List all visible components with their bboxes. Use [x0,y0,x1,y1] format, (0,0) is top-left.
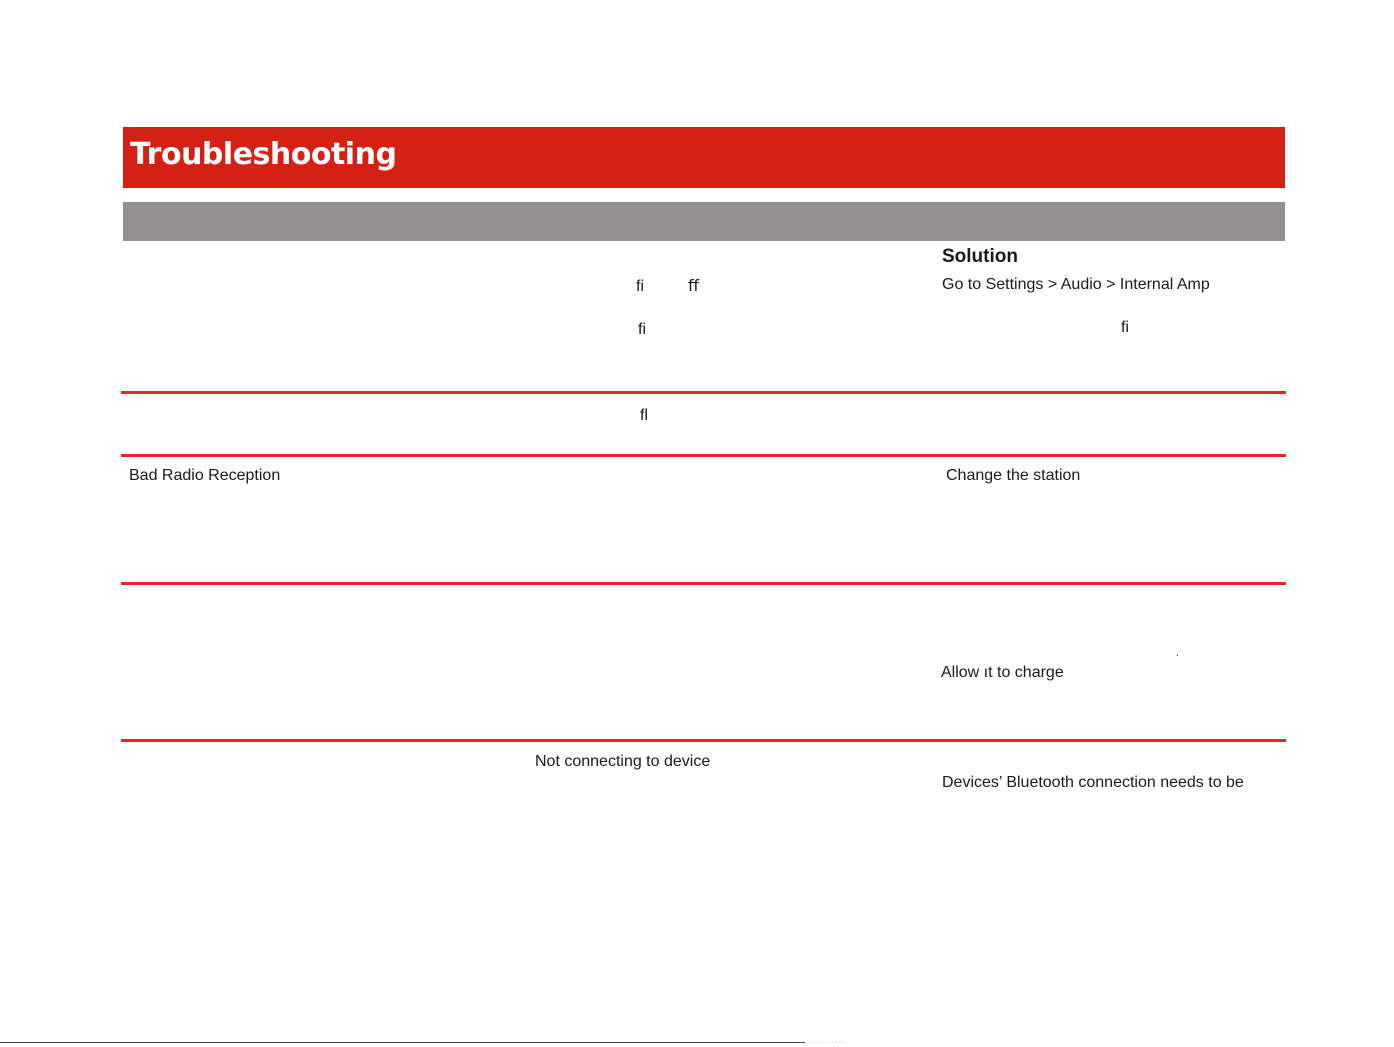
solution-text: Devices’ Bluetooth connection needs to be [942,774,1244,791]
cause-glyph: ﬂ [640,407,648,424]
footer-rule [0,1042,805,1043]
footer-artifact: · · · · · · · · · · · [806,1040,845,1046]
title-bar [123,127,1285,188]
cause-glyph: ﬀ [688,278,700,295]
problem-text: Bad Radio Reception [129,467,281,484]
row-divider [121,454,1286,457]
cause-glyph: ﬁ [638,321,646,338]
table-header-bar [123,202,1285,241]
solution-glyph: ﬁ [1121,319,1129,336]
page-title: Troubleshooting [130,137,397,172]
cause-text: Not connecting to device [535,753,711,770]
solution-text: Go to Settings > Audio > Internal Amp [942,276,1210,293]
solution-heading: Solution [942,246,1018,267]
solution-mark: . [1176,648,1179,659]
solution-text: Allow ıt to charge [941,664,1064,681]
solution-text: Change the station [946,467,1081,484]
row-divider [121,582,1286,585]
row-divider [121,391,1286,394]
row-divider [121,739,1286,742]
cause-glyph: ﬁ [636,278,644,295]
